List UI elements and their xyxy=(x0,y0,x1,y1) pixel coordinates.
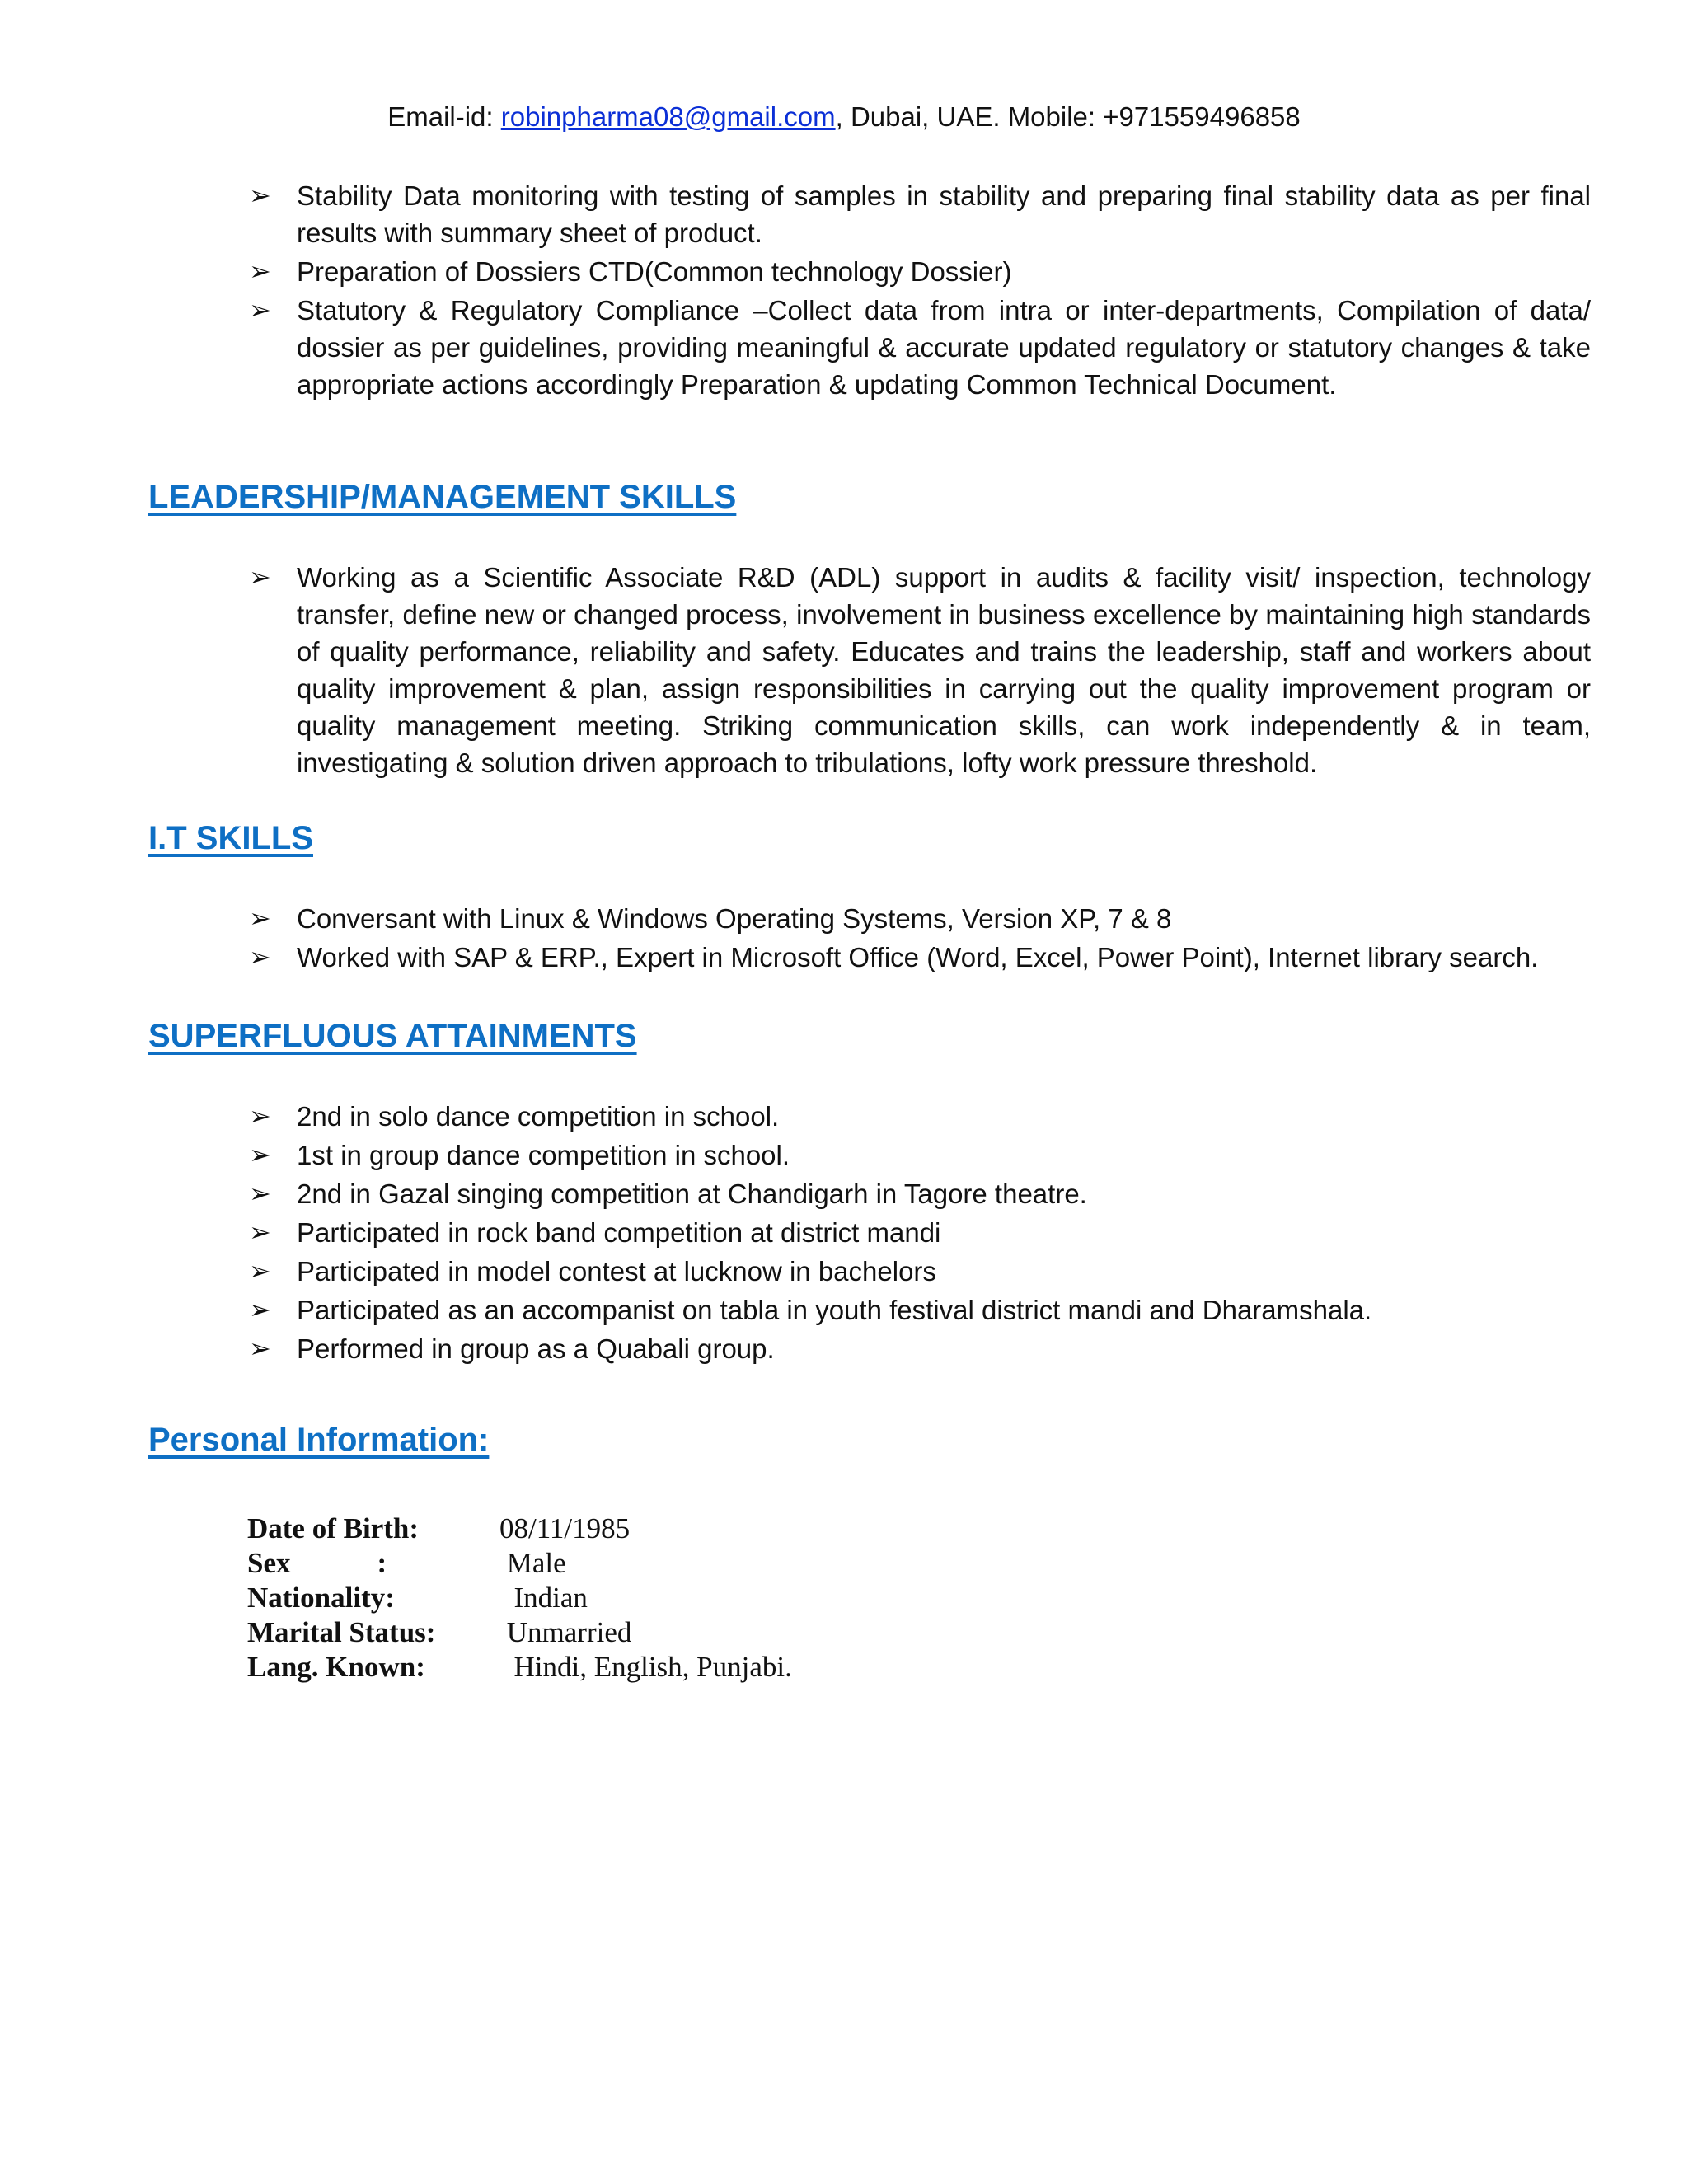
list-item: ➢ Participated in model contest at lucknow in bachelors xyxy=(247,1253,1591,1290)
list-item: ➢ Participated as an accompanist on tabla in youth festival district mandi and Dharamshala. xyxy=(247,1291,1591,1329)
list-item: ➢ Participated in rock band competition at district mandi xyxy=(247,1214,1591,1251)
list-item: ➢ Performed in group as a Quabali group. xyxy=(247,1330,1591,1367)
arrowhead-bullet-icon: ➢ xyxy=(249,1295,271,1324)
arrowhead-bullet-icon: ➢ xyxy=(249,1140,271,1169)
arrowhead-bullet-icon: ➢ xyxy=(249,180,271,210)
list-item: ➢ 2nd in solo dance competition in school. xyxy=(247,1098,1591,1135)
personal-value: Unmarried xyxy=(499,1616,632,1648)
contact-prefix: Email-id: xyxy=(387,101,501,132)
list-item: ➢ Preparation of Dossiers CTD(Common technology Dossier) xyxy=(247,253,1591,290)
arrowhead-bullet-icon: ➢ xyxy=(249,256,271,286)
section-heading-it-skills: I.T SKILLS xyxy=(148,820,313,856)
table-row xyxy=(247,1581,792,1615)
arrowhead-bullet-icon: ➢ xyxy=(249,1179,271,1208)
section-heading-attainments: SUPERFLUOUS ATTAINMENTS xyxy=(148,1018,637,1054)
top-bullet-list xyxy=(247,177,1591,405)
section-heading-leadership: LEADERSHIP/MANAGEMENT SKILLS xyxy=(148,479,737,515)
list-item: ➢ 2nd in Gazal singing competition at Chandigarh in Tagore theatre. xyxy=(247,1175,1591,1212)
list-item: ➢ Working as a Scientific Associate R&D (ADL) support in audits & facility visit/ inspection, technology transfer, define new or changed process, involvement in business excellence by maintaining high standards of quality performance, reliability and safety. Educates and trains the leadership, staff and workers about quality improvement & plan, assign responsibilities in carrying out the quality improvement program or quality management meeting. Striking communication skills, can work independently & in team, investigating & solution driven approach to tribulations, lofty work pressure threshold. xyxy=(247,559,1591,781)
table-row xyxy=(247,1511,792,1546)
personal-label: Marital Status: xyxy=(247,1616,436,1648)
personal-label: Date of Birth: xyxy=(247,1512,420,1544)
it-skills-bullet-list xyxy=(247,900,1591,977)
personal-value: 08/11/1985 xyxy=(499,1512,631,1544)
arrowhead-bullet-icon: ➢ xyxy=(249,1256,271,1286)
contact-line xyxy=(0,101,1688,134)
table-row xyxy=(247,1615,792,1650)
personal-label: Nationality: xyxy=(247,1582,395,1614)
arrowhead-bullet-icon: ➢ xyxy=(249,903,271,933)
contact-suffix: , Dubai, UAE. Mobile: +971559496858 xyxy=(835,101,1301,132)
table-row xyxy=(247,1546,792,1581)
arrowhead-bullet-icon: ➢ xyxy=(249,1217,271,1247)
personal-value: Indian xyxy=(499,1582,588,1614)
personal-label: Lang. Known: xyxy=(247,1651,425,1683)
list-item: ➢ Statutory & Regulatory Compliance –Collect data from intra or inter-departments, Compilation of data/ dossier as per guidelines, providing meaningful & accurate updated regulatory or statutory changes & take appropriate actions accordingly Preparation & updating Common Technical Document. xyxy=(247,292,1591,403)
arrowhead-bullet-icon: ➢ xyxy=(249,1333,271,1363)
personal-info-table xyxy=(247,1511,792,1685)
arrowhead-bullet-icon: ➢ xyxy=(249,295,271,325)
personal-value: Male xyxy=(499,1547,566,1579)
personal-value: Hindi, English, Punjabi. xyxy=(499,1651,792,1683)
arrowhead-bullet-icon: ➢ xyxy=(249,942,271,972)
list-item: ➢ Stability Data monitoring with testing of samples in stability and preparing final stability data as per final results with summary sheet of product. xyxy=(247,177,1591,251)
arrowhead-bullet-icon: ➢ xyxy=(249,1101,271,1131)
list-item: ➢ 1st in group dance competition in school. xyxy=(247,1137,1591,1174)
list-item: ➢ Conversant with Linux & Windows Operating Systems, Version XP, 7 & 8 xyxy=(247,900,1591,937)
attainments-bullet-list xyxy=(247,1098,1591,1369)
list-item: ➢ Worked with SAP & ERP., Expert in Microsoft Office (Word, Excel, Power Point), Internet library search. xyxy=(247,939,1591,976)
email-link[interactable]: robinpharma08@gmail.com xyxy=(500,101,836,132)
arrowhead-bullet-icon: ➢ xyxy=(249,562,271,592)
personal-label: Sex : xyxy=(247,1547,387,1579)
leadership-bullet-list xyxy=(247,559,1591,783)
table-row xyxy=(247,1650,792,1685)
section-heading-personal-info: Personal Information: xyxy=(148,1422,490,1458)
